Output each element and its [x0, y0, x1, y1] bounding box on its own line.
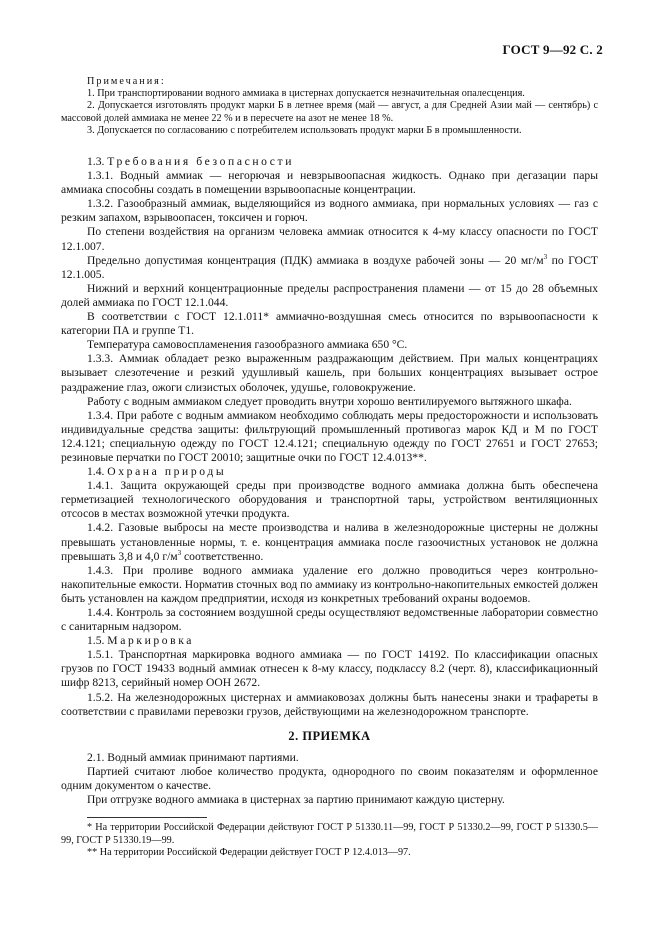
footnote-divider [87, 817, 207, 818]
section-heading-nature: 1.4. Охрана природы [87, 465, 227, 479]
paragraph: 1.3.1. Водный аммиак — негорючая и невзрывоопасная жидкость. Однако при дегазации пары аммиака способны создать в помещении взрывоопасные концентрации. [61, 169, 598, 197]
page-header: ГОСТ 9—92 С. 2 [502, 42, 603, 57]
paragraph: По степени воздействия на организм человека аммиак относится к 4-му классу опасности по ГОСТ 12.1.007. [61, 225, 598, 253]
footnotes [61, 822, 598, 859]
footnote: ** На территории Российской Федерации действует ГОСТ Р 12.4.013—97. [87, 847, 411, 859]
paragraph: 1.5.1. Транспортная маркировка водного аммиака — по ГОСТ 14192. По классификации опасных грузов по ГОСТ 19433 водный аммиак отнесен к 8-му классу, подклассу 8.2 (черт. 8), классификационный шифр 8213, серийный номер ООН 2672. [61, 648, 598, 690]
section-heading-marking: 1.5. Маркировка [87, 634, 195, 648]
note-item: 2. Допускается изготовлять продукт марки Б в летнее время (май — август, а для Средней Азии май — сентябрь) с массовой долей аммиака не менее 22 % и в пересчете на азот не менее 18 %. [61, 100, 598, 124]
note-item: 3. Допускается по согласованию с потребителем использовать продукт марки Б в промышленности. [87, 124, 522, 136]
paragraph: 1.3.3. Аммиак обладает резко выраженным раздражающим действием. При малых концентрациях вызывает слезотечение и резкий удушливый кашель, при больших концентрациях вызывает острое раздражение глаз, ожоги слизистых оболочек, удушье, головокружение. [61, 352, 598, 394]
section-heading-safety: 1.3. Требования безопасности [87, 155, 295, 169]
note-item: 1. При транспортировании водного аммиака в цистернах допускается незначительная опалесценция. [87, 88, 525, 100]
paragraph: 1.5.2. На железнодорожных цистернах и аммиаковозах должны быть нанесены знаки и трафареты в соответствии с правилами перевозки грузов, действующими на железнодорожном транспорте. [61, 690, 598, 718]
paragraph: Температура самовоспламенения газообразного аммиака 650 °С. [87, 338, 408, 352]
paragraph: 1.4.4. Контроль за состоянием воздушной среды осуществляют ведомственные лаборатории совместно с санитарным надзором. [61, 606, 598, 634]
paragraph: 2.1. Водный аммиак принимают партиями. [87, 750, 299, 764]
paragraph: Нижний и верхний концентрационные пределы распространения пламени — от 15 до 28 объемных долей аммиака по ГОСТ 12.1.044. [61, 281, 598, 309]
notes-block [61, 76, 598, 137]
paragraph: 1.4.2. Газовые выбросы на месте производства и налива в железнодорожные цистерны не должны превышать установленные нормы, т. е. концентрация аммиака после газоочистных установок не должна превышать 3,8 и 4,0 $г/м^3$ соответственно. [61, 521, 598, 563]
paragraph: Партией считают любое количество продукта, однородного по своим показателям и оформленное одним документом о качестве. [61, 764, 598, 793]
paragraph: Работу с водным аммиаком следует проводить внутри хорошо вентилируемого вытяжного шкафа. [87, 394, 572, 408]
section-title-acceptance: 2. ПРИЕМКА [288, 728, 371, 743]
paragraph: 1.3.4. При работе с водным аммиаком необходимо соблюдать меры предосторожности и использовать индивидуальные средства защиты: фильтрующий промышленный противогаз марок КД и М по ГОСТ 12.4.121; специальную одежду по ГОСТ 12.4.121; специальную одежду по ГОСТ 27651 и ГОСТ 27653; резиновые перчатки по ГОСТ 20010; защитные очки по ГОСТ 12.4.013**. [61, 408, 598, 464]
page-content [61, 76, 598, 859]
paragraph: В соответствии с ГОСТ 12.1.011* аммиачно-воздушная смесь относится по взрывоопасности к категории ПА и группе Т1. [61, 310, 598, 338]
paragraph: Предельно допустимая концентрация (ПДК) аммиака в воздухе рабочей зоны — 20 $мг/м^3$ по ГОСТ 12.1.005. [61, 252, 599, 281]
body-text [61, 155, 598, 807]
paragraph: 1.3.2. Газообразный аммиак, выделяющийся из водного аммиака, при нормальных условиях — газ с резким запахом, взрывоопасен, токсичен и горюч. [61, 197, 598, 225]
paragraph: При отгрузке водного аммиака в цистернах за партию принимают каждую цистерну. [87, 793, 505, 807]
footnote: * На территории Российской Федерации действуют ГОСТ Р 51330.11—99, ГОСТ Р 51330.2—99, ГОСТ Р 51330.5—99, ГОСТ Р 51330.19—99. [61, 822, 598, 846]
paragraph: 1.4.1. Защита окружающей среды при производстве водного аммиака должна быть обеспечена герметизацией технологического оборудования и транспортной тары, устройством вентиляционных отсосов в местах возможной утечки продукта. [61, 479, 598, 521]
paragraph: 1.4.3. При проливе водного аммиака удаление его должно проводиться через контрольно-накопительные емкости. Норматив сточных вод по аммиаку из контрольно-накопительных емкостей должен быть установлен на каждом предприятии, исходя из конкретных требований охраны водоемов. [61, 563, 598, 605]
notes-title: Примечания: [87, 76, 166, 87]
